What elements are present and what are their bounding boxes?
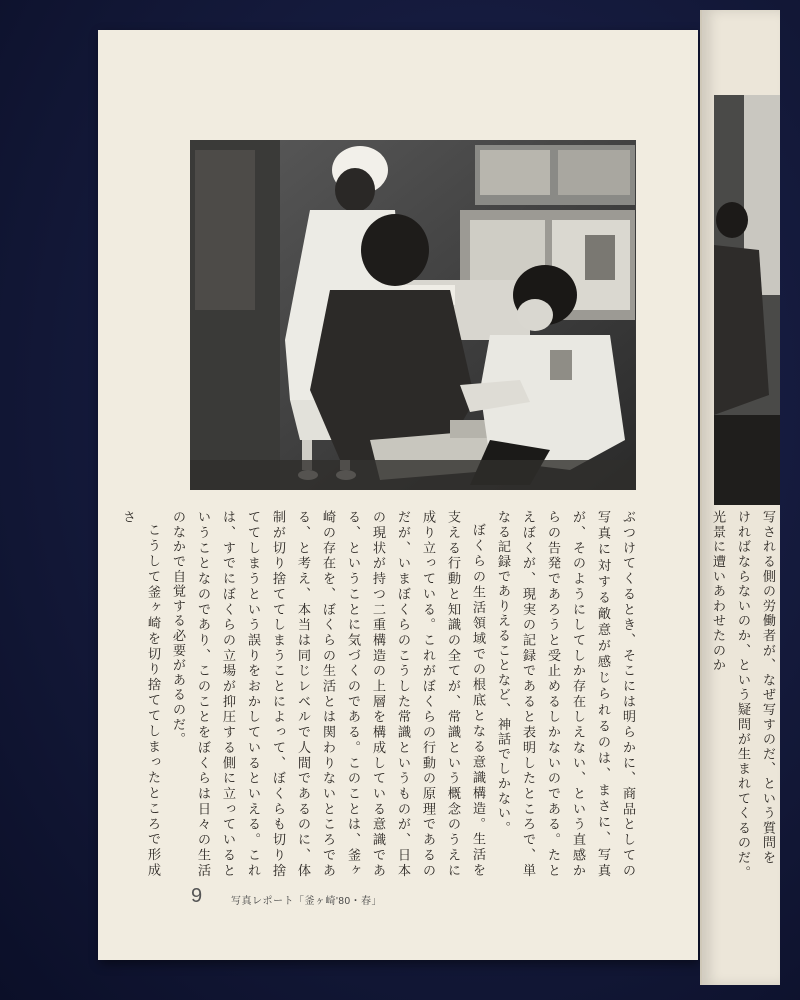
right-page	[700, 10, 780, 985]
body-text	[120, 510, 640, 878]
right-line-2: ければならないのか、という疑問が生まれてくるのだ。	[735, 510, 750, 880]
paragraph-3: こうして釜ヶ崎を切り捨ててしまったところで形成さ	[120, 510, 160, 878]
right-line-3: 光景に遭いあわせたのか	[710, 510, 725, 673]
left-page	[98, 30, 698, 960]
right-page-text	[702, 510, 780, 910]
page-number: 9	[191, 885, 203, 907]
running-title: 写真レポート「釜ヶ崎'80・春」	[231, 896, 383, 907]
clinic-photograph-icon	[190, 140, 636, 490]
paragraph-1: ぶつけてくるとき、そこには明らかに、商品としての写真に対する敵意が感じられるのは、まさに、写真が、そのようにしてしか存在しえない、という直感からの告発であろうと受止めるしかないのである。たとえぼくが、現実の記録であると表明したところで、単なる記録でありえることなど、神話でしかない。	[495, 510, 635, 878]
clinic-photograph	[190, 140, 636, 490]
worker-photograph	[714, 95, 780, 505]
paragraph-2: ぼくらの生活領域での根底となる意識構造。生活を支える行動と知識の全てが、常識という概念のうえに成り立っている。これがぼくらの行動の原理であるのだが、いまぼくらのこうした常識というものが、日本の現状が持つ二重構造の上層を構成している意識である、ということに気づくのである。このことは、釜ヶ崎の存在を、ぼくらの生活とは関わりないところである、と考え、本当は同じレベルで人間であるのに、体制が切り捨ててしまうことによって、ぼくらも切り捨ててしまうという誤りをおかしているといえる。これは、すでにぼくらの立場が抑圧する側に立っているということなのであり、このことをぼくらは日々の生活のなかで自覚する必要があるのだ。	[170, 510, 485, 878]
worker-photograph-icon	[714, 95, 780, 505]
right-line-1: 写される側の労働者が、なぜ写すのだ、という質問を	[760, 510, 775, 866]
